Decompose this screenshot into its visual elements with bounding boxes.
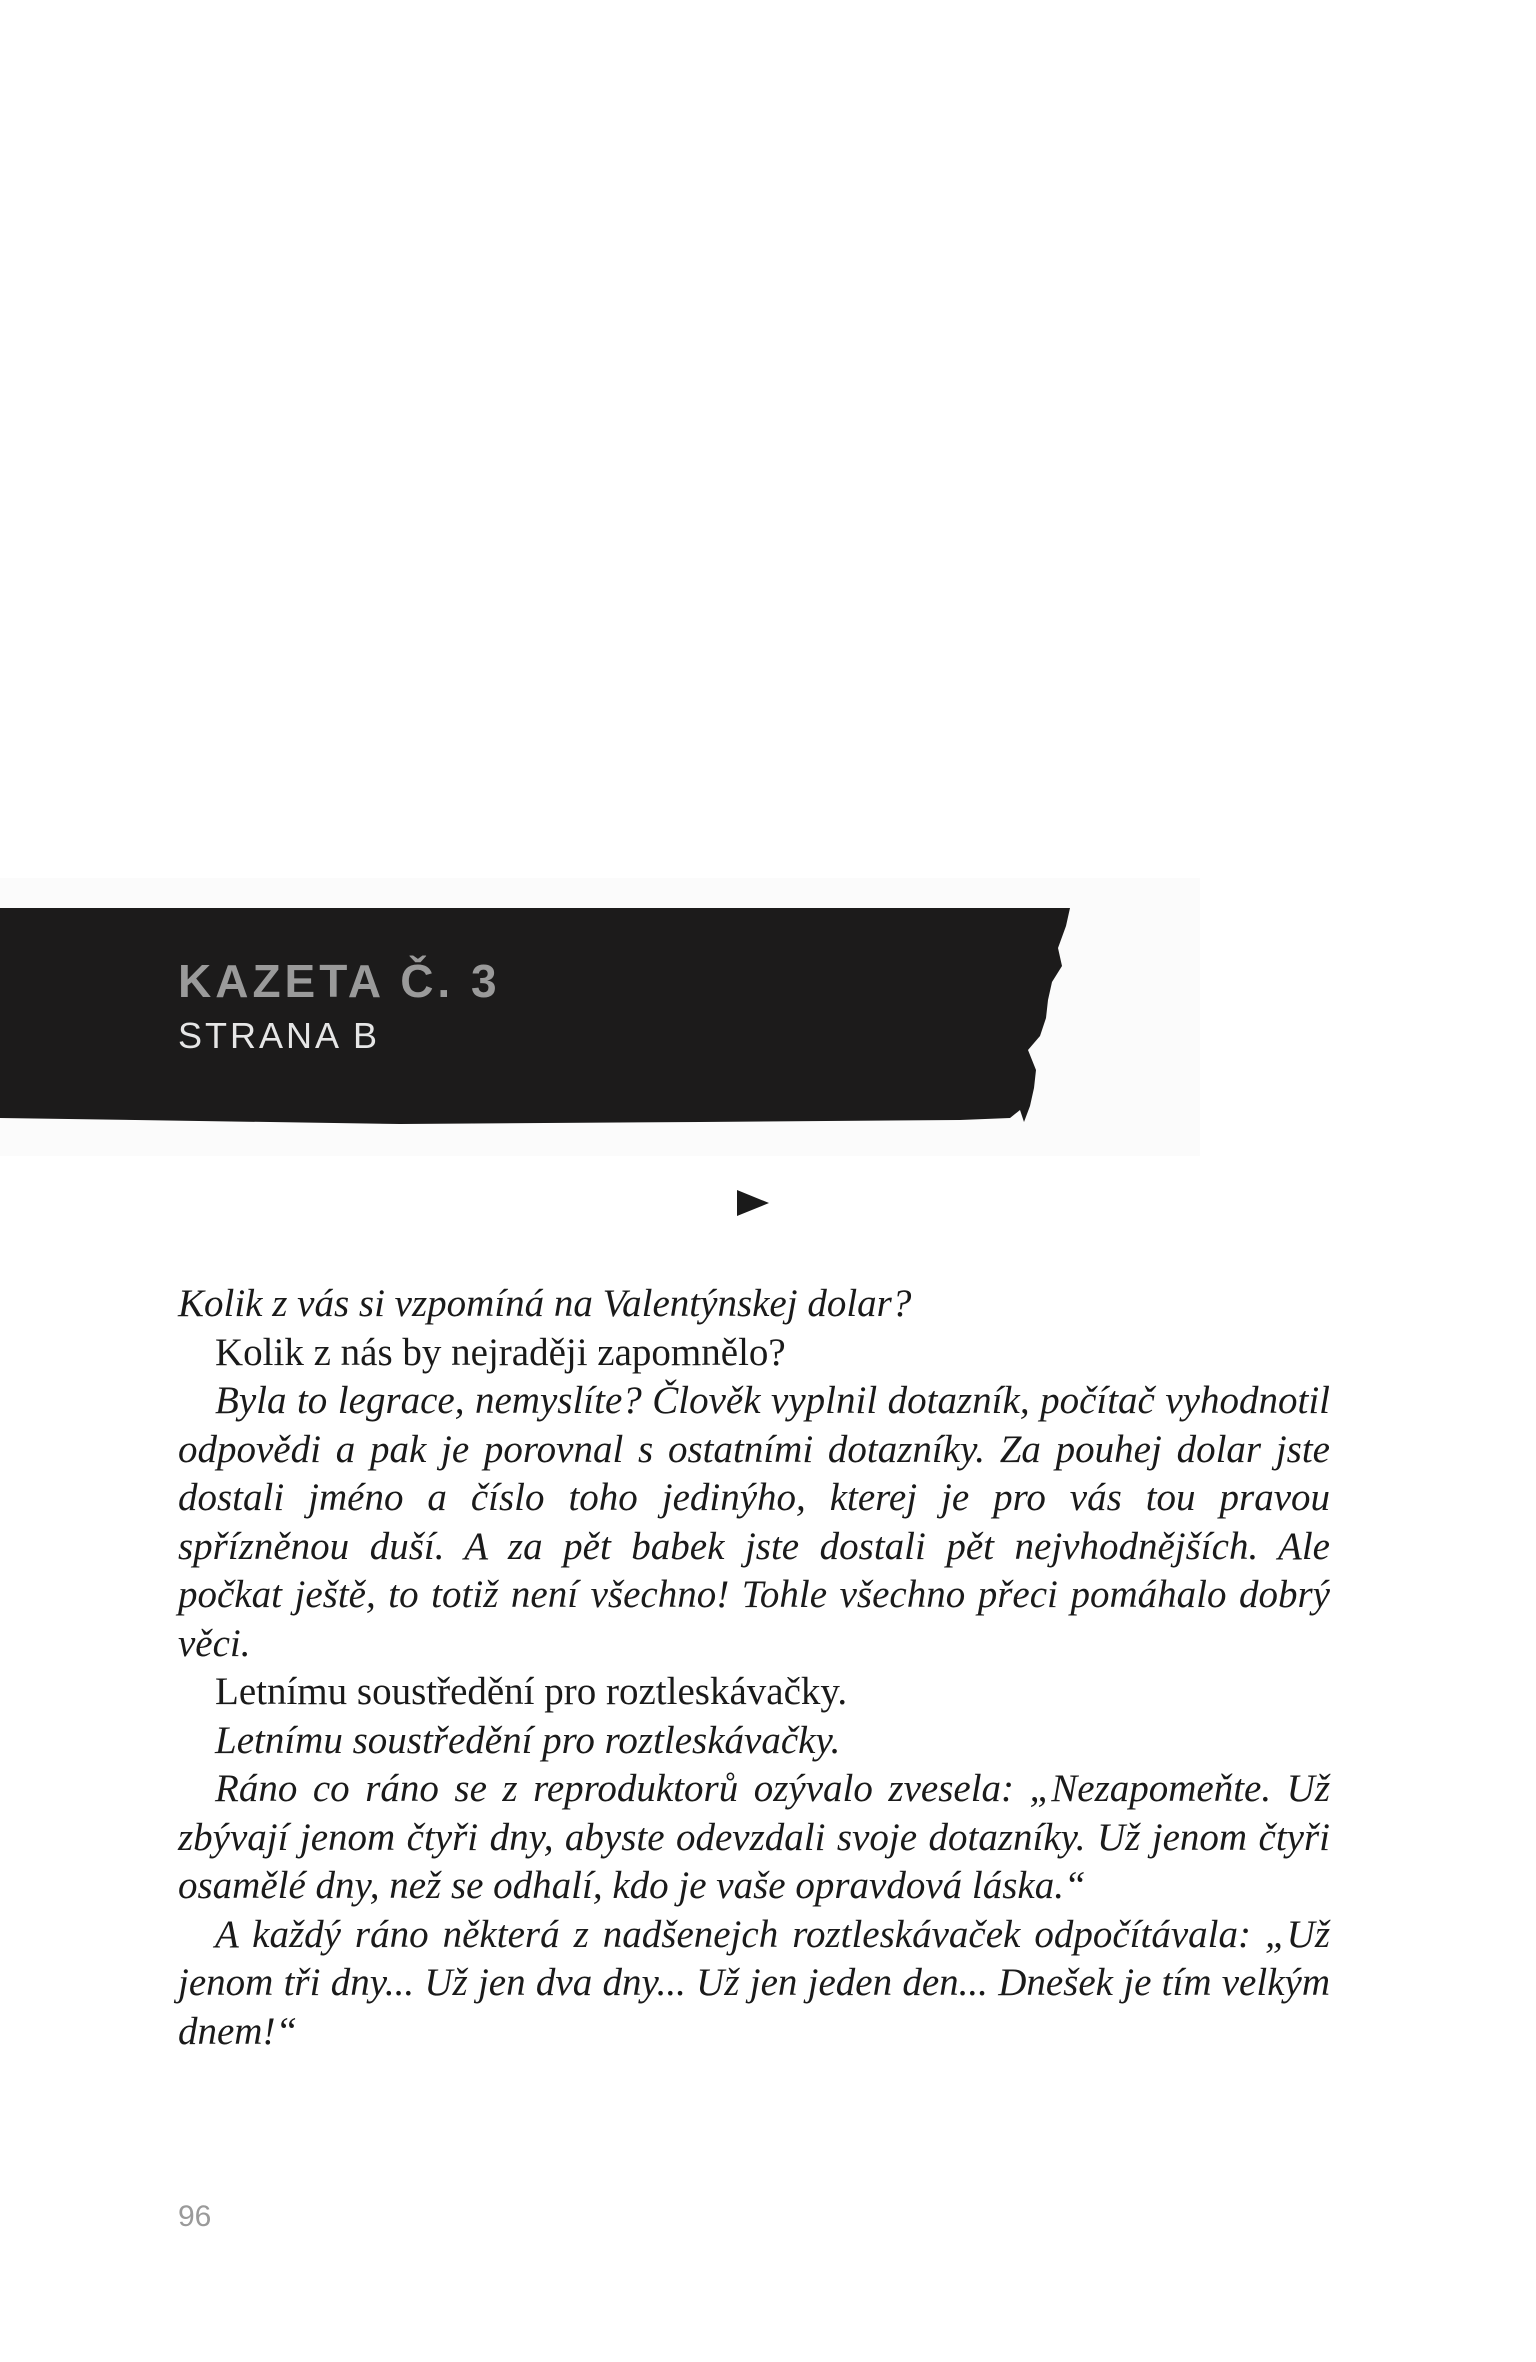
paragraph: Ráno co ráno se z reproduktorů ozývalo zvesela: „Nezapomeňte. Už zbývají jenom čtyři dny, abyste odevzdali svoje dotazníky. Už jenom čtyři osamělé dny, než se odhalí, kdo je vaše opravdová láska.“: [178, 1767, 1330, 1907]
chapter-subtitle: STRANA B: [178, 1015, 381, 1056]
chapter-title: KAZETA Č. 3: [178, 955, 501, 1007]
paragraph: Letnímu soustředění pro roztleskávačky.: [215, 1718, 841, 1762]
tape-strip: [0, 908, 1070, 1124]
paragraph: Kolik z nás by nejraději zapomnělo?: [215, 1330, 786, 1374]
paragraph: Letnímu soustředění pro roztleskávačky.: [215, 1670, 848, 1713]
paragraph: Byla to legrace, nemyslíte? Člověk vyplnil dotazník, počítač vyhodnotil odpovědi a pak je porovnal s ostatními dotazníky. Za pouhej dolar jste dostali jméno a číslo toho jedinýho, kterej je pro vás tou pravou spřízněnou duší. A za pět babek jste dostali pět nejvhodnějších. Ale počkat ještě, to totiž není všechno! Tohle všechno přeci pomáhalo dobrý věci.: [178, 1379, 1330, 1665]
paragraph: A každý ráno některá z nadšenejch roztleskávaček odpočítávala: „Už jenom tři dny... Už jen dva dny... Už jen jeden den... Dnešek je tím velkým dnem!“: [178, 1912, 1330, 2053]
play-icon: [735, 1188, 771, 1218]
page-number: 96: [178, 2200, 212, 2233]
chapter-heading: [178, 955, 501, 1056]
paragraph: Kolik z vás si vzpomíná na Valentýnskej dolar?: [178, 1282, 912, 1325]
chapter-text: [178, 1280, 1330, 2056]
